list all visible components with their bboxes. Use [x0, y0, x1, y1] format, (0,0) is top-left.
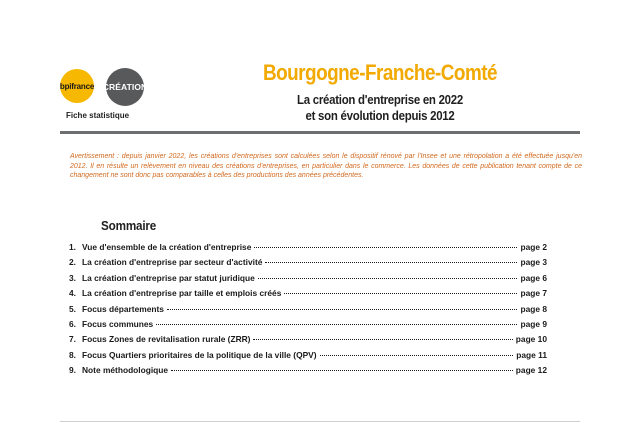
toc-item-page: page 8 — [520, 303, 547, 314]
bpifrance-logo — [60, 69, 94, 103]
toc-item-page: page 6 — [520, 272, 547, 283]
toc-item-label: Focus départements — [82, 303, 164, 314]
toc-item-number: 9. — [69, 365, 76, 376]
toc-leader-dots — [171, 363, 513, 371]
toc-item-page: page 2 — [520, 242, 547, 252]
warning-notice: Avertissement : depuis janvier 2022, les créations d'entreprises sont calculées selon le dispositif rénové par l'Insee et une rétropolation a été effectuée jusqu'en 2012. Il en résulte un relèvement en niveau des créations d'entreprises, en particulier dans le commerce. Les données de cette publication tenant compte de ce changement ne sont donc pas comparables à celles des productions des années précédentes. — [70, 153, 582, 180]
footer-divider — [60, 421, 580, 422]
toc-item-label: Note méthodologique — [82, 365, 169, 376]
toc-leader-dots — [254, 240, 517, 248]
toc-item-number: 3. — [69, 272, 76, 283]
toc-item-label: La création d'entreprise par taille et emplois créés — [82, 288, 282, 299]
toc-item-number: 2. — [69, 257, 76, 268]
toc-item-page: page 12 — [515, 365, 547, 376]
toc-item-page: page 3 — [520, 257, 547, 268]
page-subtitle-line2: et son évolution depuis 2012 — [305, 108, 455, 123]
header-divider — [60, 131, 580, 134]
fiche-label: Fiche statistique — [66, 111, 130, 120]
toc-item-number: 6. — [69, 318, 76, 329]
page-title: Bourgogne-Franche-Comté — [262, 60, 498, 85]
toc-item-page: page 7 — [520, 288, 547, 299]
logo-group — [60, 68, 160, 102]
toc-item-label: Focus communes — [82, 318, 154, 329]
summary-heading: Sommaire — [101, 218, 157, 233]
toc-item-label: La création d'entreprise par statut juridique — [82, 272, 255, 283]
creation-logo-text: CRÉATION — [102, 82, 148, 92]
creation-logo — [102, 68, 148, 106]
table-of-contents — [69, 242, 547, 381]
toc-item-label: Focus Quartiers prioritaires de la politique de la ville (QPV) — [82, 349, 317, 360]
toc-leader-dots — [156, 317, 517, 325]
toc-leader-dots — [258, 271, 518, 279]
toc-item-number: 1. — [69, 242, 76, 252]
toc-item-number: 8. — [69, 349, 76, 360]
toc-leader-dots — [320, 348, 514, 356]
toc-item[interactable] — [69, 365, 547, 380]
toc-item-page: page 9 — [520, 318, 547, 329]
toc-item-label: Vue d'ensemble de la création d'entreprise — [82, 242, 252, 252]
toc-item-number: 4. — [69, 288, 76, 299]
toc-item-label: La création d'entreprise par secteur d'activité — [82, 257, 263, 268]
toc-item-number: 5. — [69, 303, 76, 314]
toc-item-page: page 11 — [516, 349, 547, 360]
bpifrance-logo-text: bpifrance — [59, 81, 95, 91]
toc-leader-dots — [265, 255, 517, 263]
toc-leader-dots — [167, 302, 518, 310]
toc-item-page: page 10 — [515, 334, 547, 345]
toc-item-number: 7. — [69, 334, 76, 345]
toc-item-label: Focus Zones de revitalisation rurale (ZRR) — [82, 334, 251, 345]
toc-leader-dots — [284, 286, 517, 294]
toc-leader-dots — [253, 332, 512, 340]
page-subtitle-line1: La création d'entreprise en 2022 — [297, 92, 463, 107]
